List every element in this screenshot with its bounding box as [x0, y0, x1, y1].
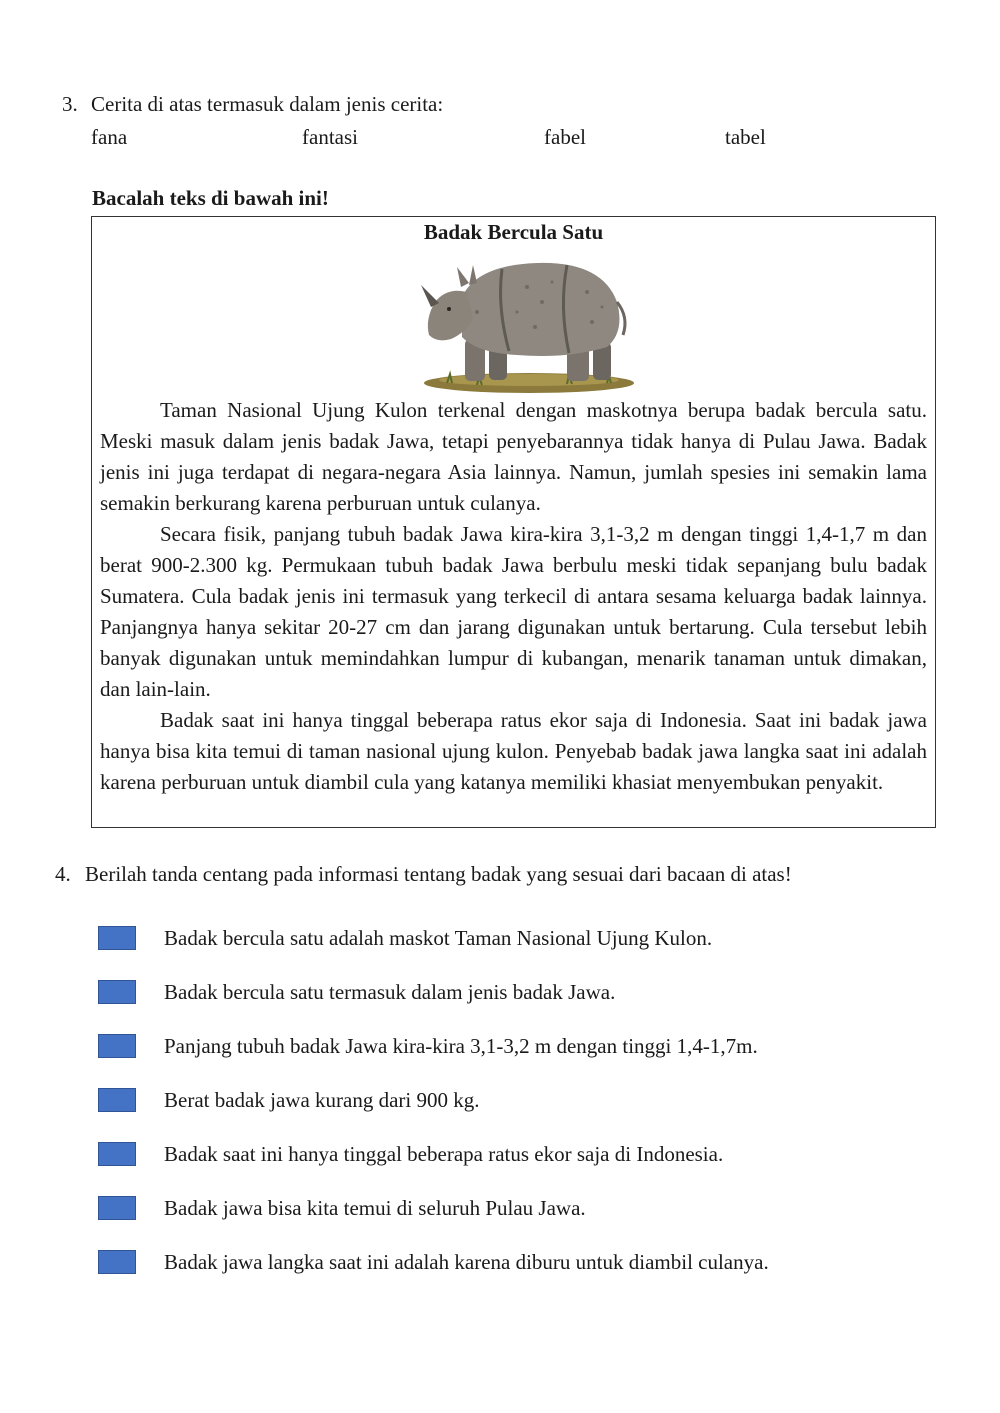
question-text: Berilah tanda centang pada informasi tentang badak yang sesuai dari bacaan di atas!	[85, 862, 792, 886]
check-item-label: Berat badak jawa kurang dari 900 kg.	[164, 1087, 480, 1112]
question-3	[62, 92, 443, 117]
check-item-label: Badak jawa langka saat ini adalah karena diburu untuk diambil culanya.	[164, 1249, 769, 1274]
option-fabel[interactable]: fabel	[544, 125, 586, 149]
option-fantasi[interactable]: fantasi	[302, 125, 358, 149]
option-fana[interactable]: fana	[91, 125, 128, 149]
checkbox[interactable]	[98, 980, 136, 1004]
checkbox[interactable]	[98, 1088, 136, 1112]
option-tabel[interactable]: tabel	[725, 125, 766, 149]
question-number: 4.	[55, 862, 71, 886]
check-item-label: Badak saat ini hanya tinggal beberapa ratus ekor saja di Indonesia.	[164, 1141, 724, 1166]
checkbox[interactable]	[98, 1250, 136, 1274]
reading-box	[91, 216, 936, 828]
reading-instruction: Bacalah teks di bawah ini!	[92, 186, 329, 210]
question-text: Cerita di atas termasuk dalam jenis cerita:	[91, 92, 444, 116]
check-item[interactable]	[98, 1247, 769, 1277]
check-item[interactable]	[98, 1139, 724, 1169]
check-item[interactable]	[98, 1193, 586, 1223]
checkbox[interactable]	[98, 926, 136, 950]
check-item[interactable]	[98, 977, 616, 1007]
check-item-label: Badak bercula satu termasuk dalam jenis badak Jawa.	[164, 979, 616, 1004]
check-item-label: Panjang tubuh badak Jawa kira-kira 3,1-3,2 m dengan tinggi 1,4-1,7m.	[164, 1033, 758, 1058]
story-title: Badak Bercula Satu	[423, 220, 604, 244]
story-text	[100, 395, 927, 798]
check-item[interactable]	[98, 1085, 480, 1115]
rhino-image	[417, 247, 642, 397]
paragraph-2: Secara fisik, panjang tubuh badak Jawa kira-kira 3,1-3,2 m dengan tinggi 1,4-1,7 m dan berat 900-2.300 kg. Permukaan tubuh badak Jawa berbulu meski tidak sepanjang bulu badak Sumatera. Cula badak jenis ini termasuk yang terkecil di antara sesama keluarga badak lainnya. Panjangnya hanya sekitar 20-27 cm dan jarang digunakan untuk bertarung. Cula tersebut lebih banyak digunakan untuk memindahkan lumpur di kubangan, menarik tanaman untuk dimakan, dan lain-lain.	[100, 522, 927, 701]
question-4	[55, 862, 792, 887]
paragraph-3: Badak saat ini hanya tinggal beberapa ratus ekor saja di Indonesia. Saat ini badak jawa hanya bisa kita temui di taman nasional ujung kulon. Penyebab badak jawa langka saat ini adalah karena perburuan untuk diambil cula yang katanya memiliki khasiat menyembukan penyakit.	[100, 708, 927, 794]
checkbox[interactable]	[98, 1034, 136, 1058]
check-item-label: Badak jawa bisa kita temui di seluruh Pulau Jawa.	[164, 1195, 586, 1220]
check-item[interactable]	[98, 1031, 758, 1061]
check-item-label: Badak bercula satu adalah maskot Taman Nasional Ujung Kulon.	[164, 925, 713, 950]
paragraph-1: Taman Nasional Ujung Kulon terkenal dengan maskotnya berupa badak bercula satu. Meski masuk dalam jenis badak Jawa, tetapi penyebarannya tidak hanya di Pulau Jawa. Badak jenis ini juga terdapat di negara-negara Asia lainnya. Namun, jumlah spesies ini semakin lama semakin berkurang karena perburuan untuk culanya.	[100, 398, 927, 515]
check-item[interactable]	[98, 923, 713, 953]
checkbox[interactable]	[98, 1142, 136, 1166]
question-number: 3.	[62, 92, 78, 116]
checkbox[interactable]	[98, 1196, 136, 1220]
